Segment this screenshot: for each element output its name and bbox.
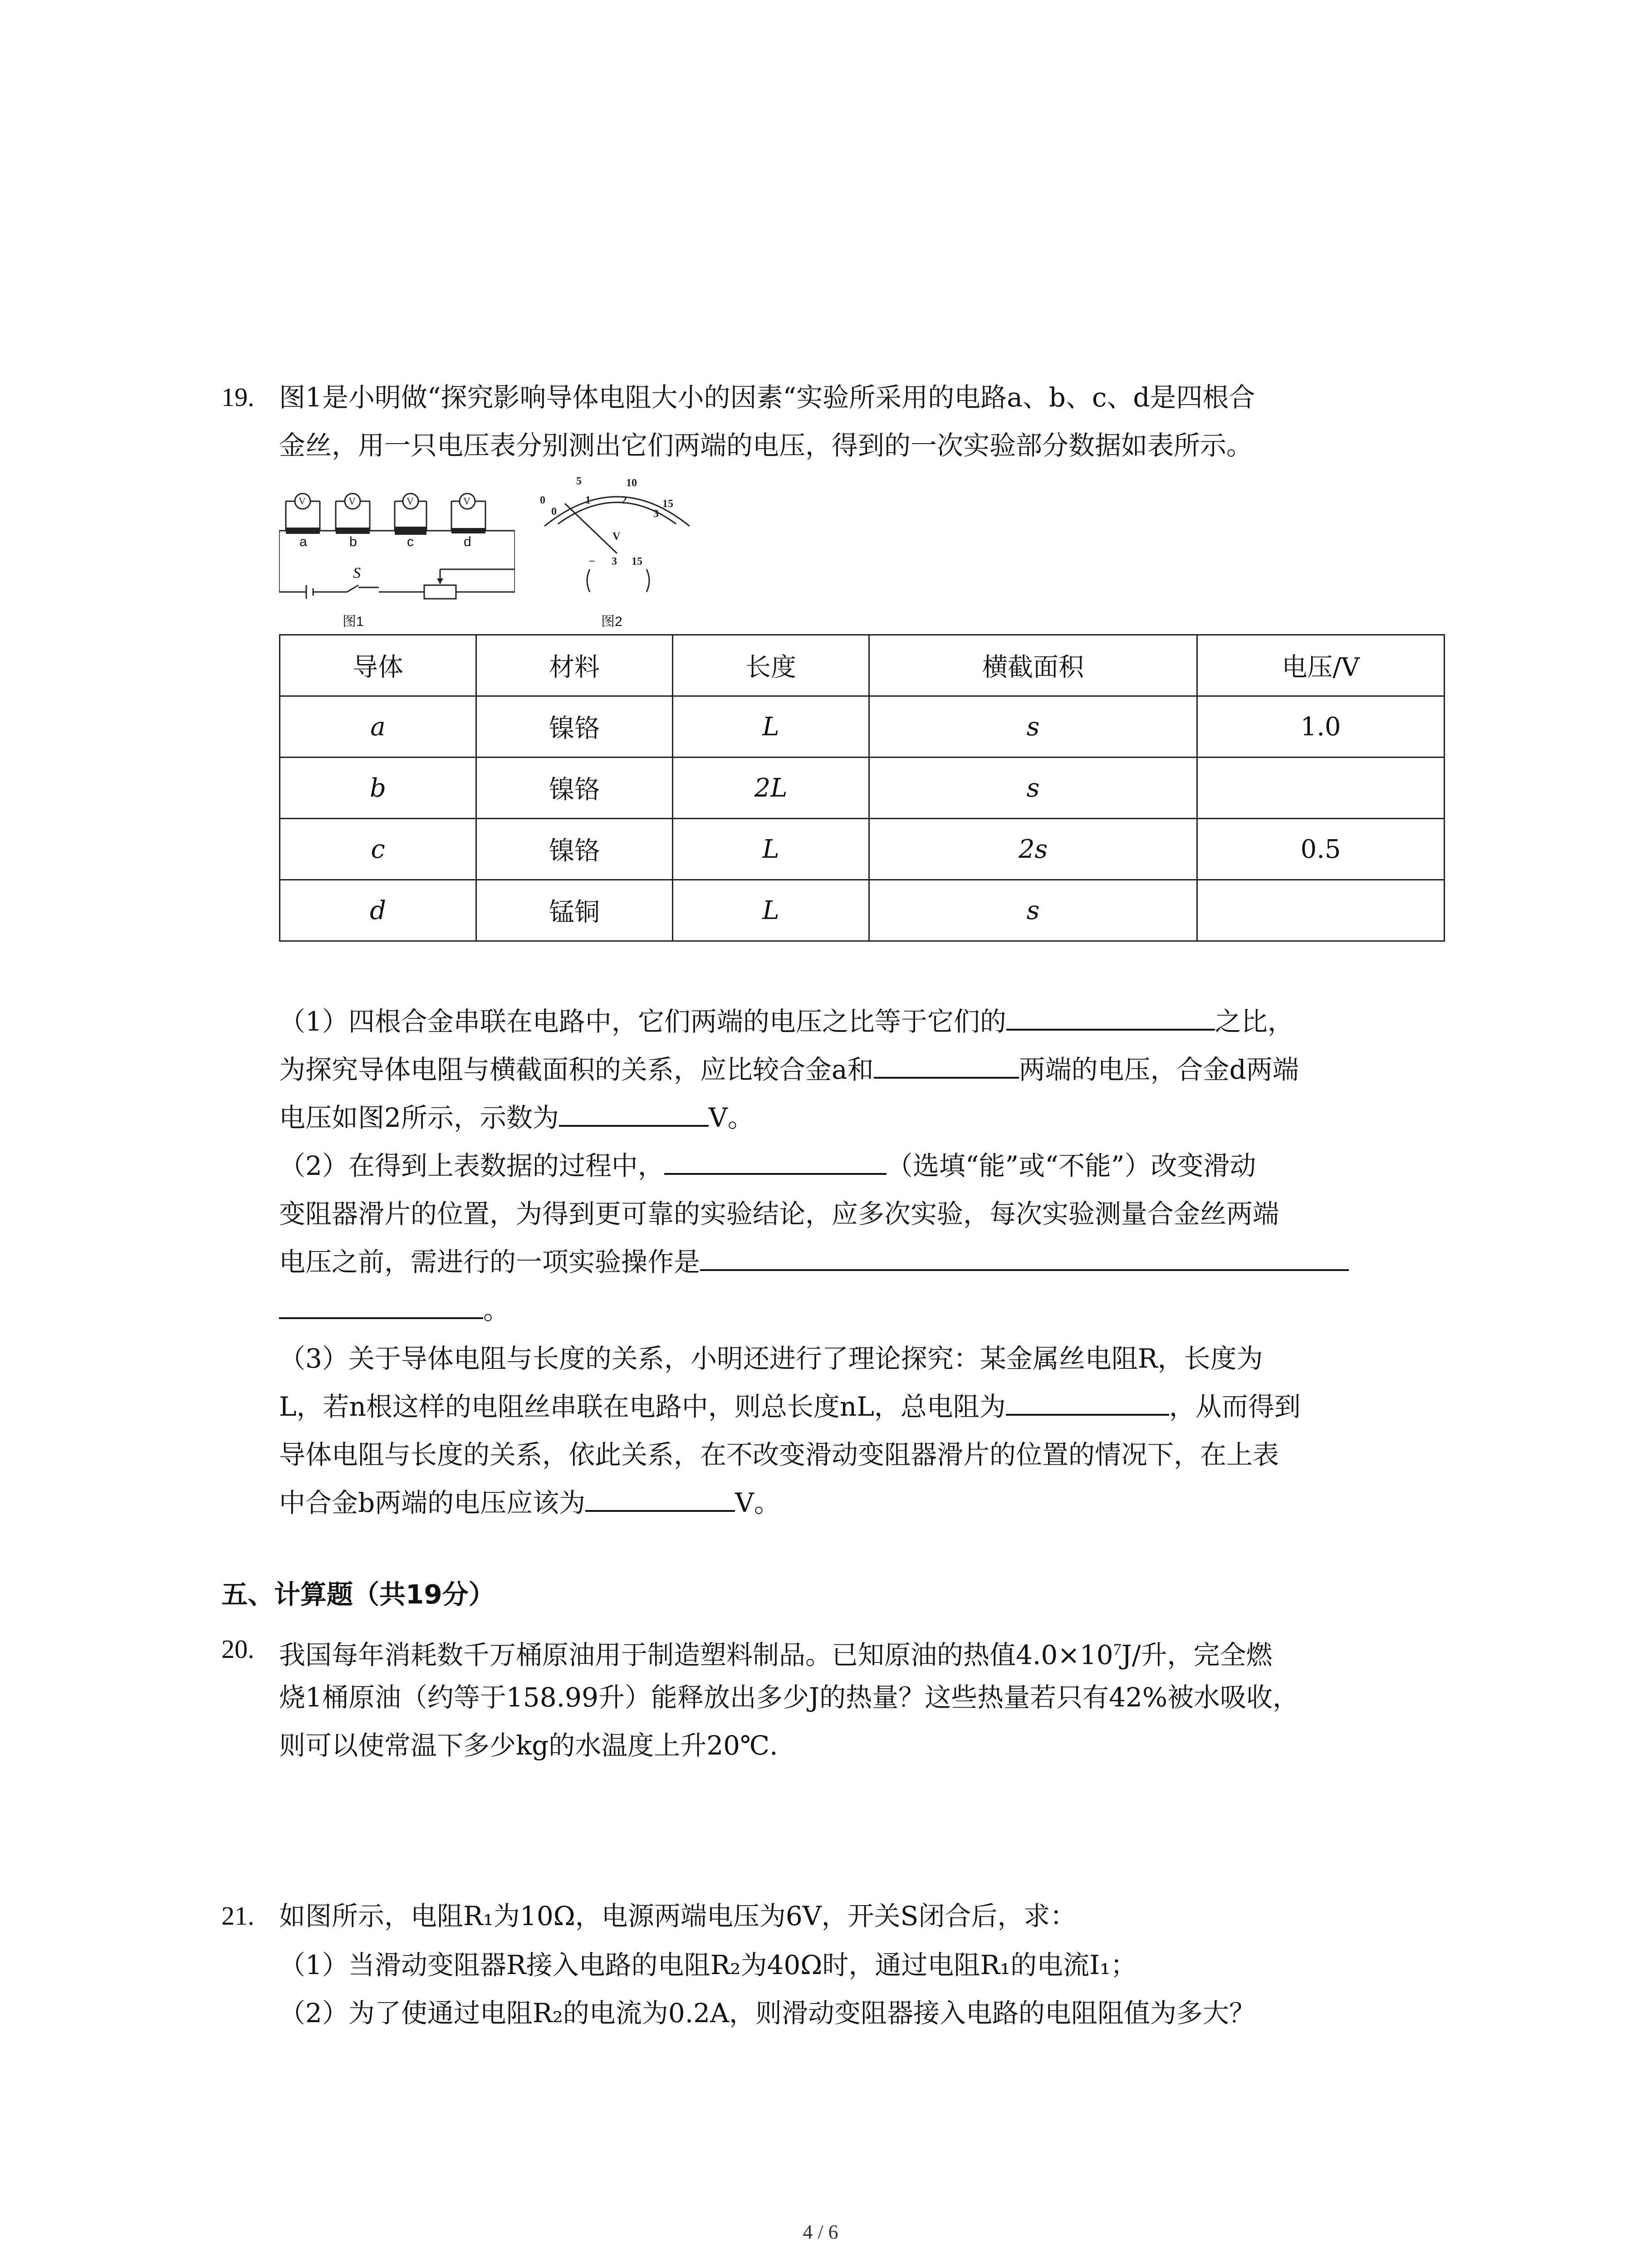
meter-terminal-neg: − xyxy=(589,556,595,567)
fig2-caption: 图2 xyxy=(601,614,622,629)
table-cell: b xyxy=(280,758,476,819)
table-header-row xyxy=(280,635,1445,696)
q19-part3-text-b: L，若n根这样的电阻丝串联在电路中，则总长度nL，总电阻为 xyxy=(279,1391,1006,1422)
svg-text:V: V xyxy=(407,495,414,507)
q21-line-3: （2）为了使通过电阻R₂的电流为0.2A，则滑动变阻器接入电路的电阻阻值为多大？ xyxy=(279,1998,1255,2028)
q19-line-2: 金丝，用一只电压表分别测出它们两端的电压，得到的一次实验部分数据如表所示。 xyxy=(279,430,1253,461)
meter-top-15: 15 xyxy=(662,498,673,510)
q21-line-1: 如图所示，电阻R₁为10Ω，电源两端电压为6V，开关S闭合后，求： xyxy=(279,1901,1077,1931)
q19-number: 19. xyxy=(221,382,255,412)
q19-part3-line3: 导体电阻与长度的关系，依此关系，在不改变滑动变阻器滑片的位置的情况下，在上表 xyxy=(279,1439,1279,1470)
table-cell: 1.0 xyxy=(1197,696,1445,758)
table-header: 电压/V xyxy=(1197,635,1445,696)
q19-part1-text-d: 两端的电压，合金d两端 xyxy=(1019,1054,1299,1085)
q19-part1-text-e: 电压如图2所示，示数为 xyxy=(279,1102,559,1133)
svg-text:V: V xyxy=(463,495,470,507)
svg-text:V: V xyxy=(348,495,356,507)
q19-part2-line4 xyxy=(279,1292,509,1328)
meter-top-5: 5 xyxy=(576,475,582,487)
answer-blank-3[interactable] xyxy=(559,1100,709,1127)
q19-part2-text-d: 电压之前，需进行的一项实验操作是 xyxy=(279,1246,700,1277)
table-cell: 2s xyxy=(869,819,1197,880)
q19-part2-text-a: （2）在得到上表数据的过程中， xyxy=(279,1150,664,1181)
table-cell: 锰铜 xyxy=(476,880,673,941)
table-row xyxy=(280,819,1445,880)
meter-terminal-3: 3 xyxy=(612,556,617,567)
table-header: 导体 xyxy=(280,635,476,696)
table-row xyxy=(280,696,1445,758)
table-cell: a xyxy=(280,696,476,758)
fig1-label-a: a xyxy=(299,534,307,549)
q19-part2-text-e: 。 xyxy=(483,1295,510,1325)
q20-line-1 xyxy=(279,1631,1272,1673)
q21-line-2: （1）当滑动变阻器R接入电路的电阻R₂为40Ω时，通过电阻R₁的电流I₁； xyxy=(279,1950,1137,1980)
table-cell: s xyxy=(869,880,1197,941)
q19-part1-line2 xyxy=(279,1051,1299,1088)
table-cell: 镍铬 xyxy=(476,819,673,880)
q19-part2-text-b: （选填“能”或“不能”）改变滑动 xyxy=(886,1150,1256,1181)
fig1-label-c: c xyxy=(407,534,414,549)
q19-part3-text-e: 中合金b两端的电压应该为 xyxy=(279,1487,586,1518)
q20-line-3: 则可以使常温下多少kg的水温度上升20℃. xyxy=(279,1730,778,1761)
table-cell: 2L xyxy=(673,758,869,819)
figure-1-circuit xyxy=(279,488,515,610)
q19-part3-line1: （3）关于导体电阻与长度的关系，小明还进行了理论探究：某金属丝电阻R，长度为 xyxy=(279,1343,1263,1374)
fig1-label-d: d xyxy=(464,534,471,549)
q19-part1-text-b: 之比， xyxy=(1215,1006,1294,1037)
table-row xyxy=(280,758,1445,819)
q19-part1-line1 xyxy=(279,1003,1294,1040)
q19-line-1: 图1是小明做“探究影响导体电阻大小的因素“实验所采用的电路a、b、c、d是四根合 xyxy=(279,382,1255,413)
q20-line-2: 烧1桶原油（约等于158.99升）能释放出多少J的热量？这些热量若只有42%被水吸收， xyxy=(279,1682,1299,1713)
q19-part3-text-c: ，从而得到 xyxy=(1169,1391,1301,1422)
fig1-label-b: b xyxy=(349,534,357,549)
meter-bottom-1: 1 xyxy=(585,494,591,506)
page-number: 4 / 6 xyxy=(803,2221,838,2243)
table-cell: L xyxy=(673,880,869,941)
table-cell: d xyxy=(280,880,476,941)
q19-part3-text-f: V。 xyxy=(735,1487,781,1518)
q19-part2-line3 xyxy=(279,1244,1349,1280)
fig1-caption: 图1 xyxy=(343,614,364,629)
table-cell: c xyxy=(280,819,476,880)
conductor-data-table xyxy=(279,634,1445,942)
q20-number: 20. xyxy=(221,1634,255,1664)
q19-part1-line3 xyxy=(279,1100,754,1136)
table-cell xyxy=(1197,880,1445,941)
answer-blank-5[interactable] xyxy=(700,1244,1349,1271)
table-header: 长度 xyxy=(673,635,869,696)
meter-bottom-2: 2 xyxy=(622,494,627,506)
q20-text-a: 我国每年消耗数千万桶原油用于制造塑料制品。已知原油的热值4.0×10 xyxy=(279,1639,1113,1671)
meter-bottom-3: 3 xyxy=(653,508,659,520)
q19-part2-line2: 变阻器滑片的位置，为得到更可靠的实验结论，应多次实验，每次实验测量合金丝两端 xyxy=(279,1198,1279,1229)
answer-blank-5-cont[interactable] xyxy=(279,1292,483,1319)
table-cell: s xyxy=(869,758,1197,819)
answer-blank-1[interactable] xyxy=(1006,1003,1215,1031)
figure-2-voltmeter xyxy=(531,472,703,608)
table-cell: 0.5 xyxy=(1197,819,1445,880)
table-header: 材料 xyxy=(476,635,673,696)
table-row xyxy=(280,880,1445,941)
table-cell: L xyxy=(673,819,869,880)
q20-exponent: 7 xyxy=(1113,1640,1122,1658)
fig1-switch-label: S xyxy=(353,565,361,582)
svg-text:V: V xyxy=(299,495,306,507)
table-cell: L xyxy=(673,696,869,758)
answer-blank-4[interactable] xyxy=(664,1148,887,1175)
q19-part1-text-a: （1）四根合金串联在电路中，它们两端的电压之比等于它们的 xyxy=(279,1006,1006,1037)
q21-number: 21. xyxy=(221,1901,255,1931)
table-cell: 镍铬 xyxy=(476,696,673,758)
meter-unit: V xyxy=(612,531,621,543)
meter-terminal-15: 15 xyxy=(632,556,642,567)
answer-blank-6[interactable] xyxy=(1006,1388,1169,1416)
table-cell xyxy=(1197,758,1445,819)
table-header: 横截面积 xyxy=(869,635,1197,696)
q19-part3-line4 xyxy=(279,1485,780,1521)
answer-blank-7[interactable] xyxy=(585,1485,735,1512)
table-cell: s xyxy=(869,696,1197,758)
meter-bottom-0: 0 xyxy=(551,506,557,518)
meter-top-10: 10 xyxy=(626,477,637,489)
q19-part2-line1 xyxy=(279,1148,1256,1184)
section-heading: 五、计算题（共19分） xyxy=(221,1579,495,1610)
table-cell: 镍铬 xyxy=(476,758,673,819)
q19-part1-text-c: 为探究导体电阻与横截面积的关系，应比较合金a和 xyxy=(279,1054,874,1085)
q20-text-b: J/升，完全燃 xyxy=(1121,1639,1273,1671)
q19-part3-line2 xyxy=(279,1388,1301,1425)
answer-blank-2[interactable] xyxy=(874,1051,1019,1079)
q19-part1-text-f: V。 xyxy=(708,1102,754,1133)
meter-top-0: 0 xyxy=(540,494,545,506)
